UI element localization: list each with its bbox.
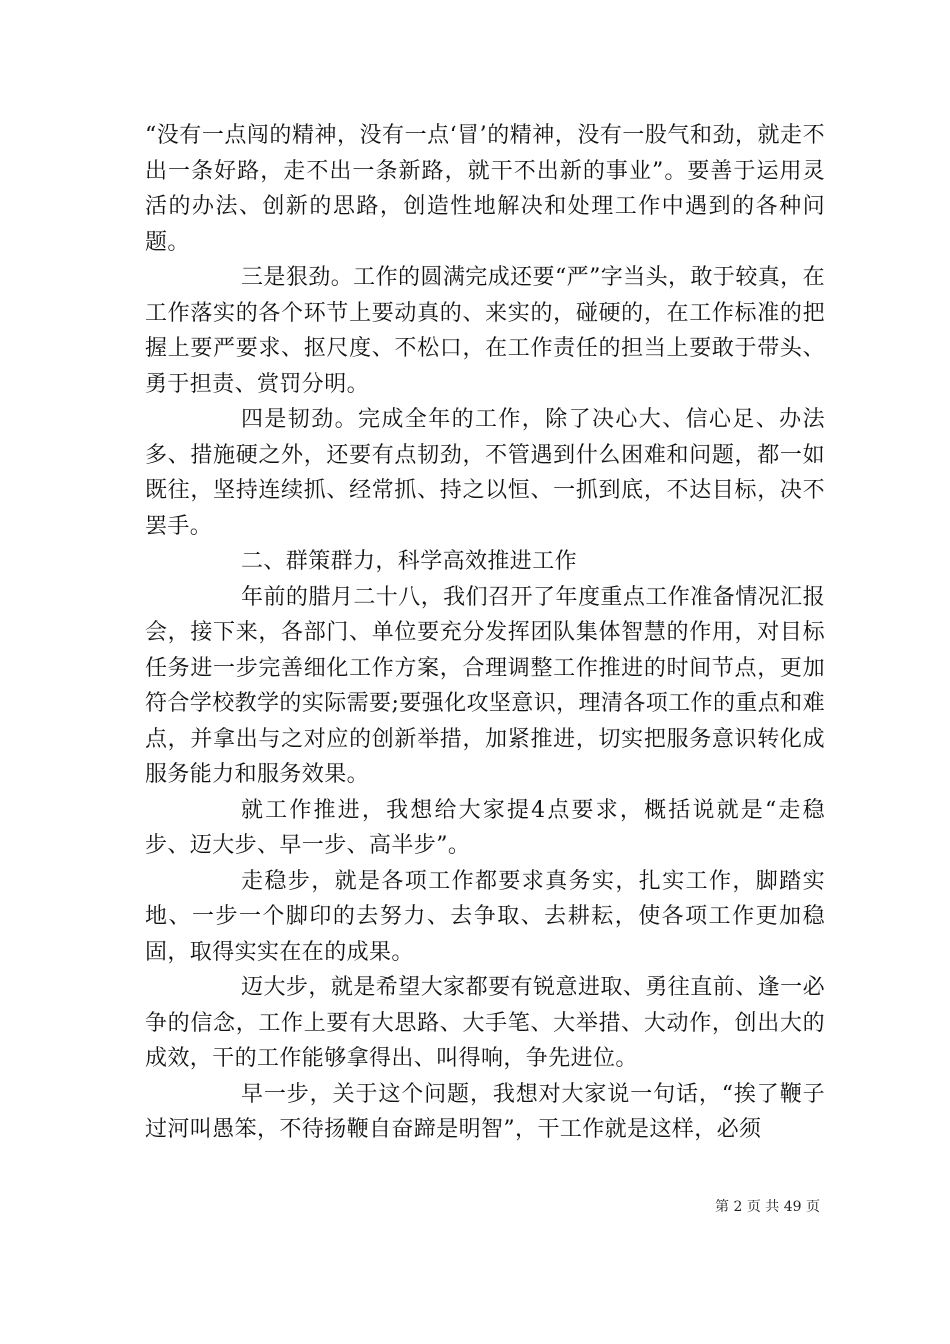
paragraph-big-step: 迈大步，就是希望大家都要有锐意进取、勇往直前、逢一必争的信念，工作上要有大思路、大手笔、大举措、大动作，创出大的成效，干的工作能够拿得出、叫得响，争先进位。 — [145, 975, 825, 1071]
paragraph-third-point: 三是狠劲。工作的圆满完成还要“严”字当头，敢于较真，在工作落实的各个环节上要动真的、来实的，碰硬的，在工作标准的把握上要严要求、抠尺度、不松口，在工作责任的担当上要敢于带头、勇于担责、赏罚分明。 — [145, 265, 825, 397]
paragraph-four-requirements: 就工作推进，我想给大家提4点要求，概括说就是“走稳步、迈大步、早一步、高半步”。 — [145, 797, 825, 858]
document-body — [145, 118, 825, 1148]
section-heading: 二、群策群力，科学高效推进工作 — [241, 549, 578, 574]
paragraph-fourth-point: 四是韧劲。完成全年的工作，除了决心大、信心足、办法多、措施硬之外，还要有点韧劲，不管遇到什么困难和问题，都一如既往，坚持连续抓、经常抓、持之以恒、一抓到底，不达目标，决不罢手。 — [145, 407, 825, 539]
page-number: 第 2 页 共 49 页 — [715, 1199, 820, 1215]
paragraph-meeting: 年前的腊月二十八，我们召开了年度重点工作准备情况汇报会，接下来，各部门、单位要充分发挥团队集体智慧的作用，对目标任务进一步完善细化工作方案，合理调整工作推进的时间节点，更加符合学校教学的实际需要;要强化攻坚意识，理清各项工作的重点和难点，并拿出与之对应的创新举措，加紧推进，切实把服务意识转化成服务能力和服务效果。 — [145, 584, 825, 787]
paragraph-early-step: 早一步，关于这个问题，我想对大家说一句话，“挨了鞭子过河叫愚笨，不待扬鞭自奋蹄是明智”，干工作就是这样，必须 — [145, 1081, 825, 1142]
paragraph-steady-step: 走稳步，就是各项工作都要求真务实，扎实工作，脚踏实地、一步一个脚印的去努力、去争取、去耕耘，使各项工作更加稳固，取得实实在在的成果。 — [145, 868, 825, 965]
paragraph-continuation: “没有一点闯的精神，没有一点‘冒’的精神，没有一股气和劲，就走不出一条好路，走不出一条新路，就干不出新的事业”。要善于运用灵活的办法、创新的思路，创造性地解决和处理工作中遇到的各种问题。 — [145, 123, 825, 255]
